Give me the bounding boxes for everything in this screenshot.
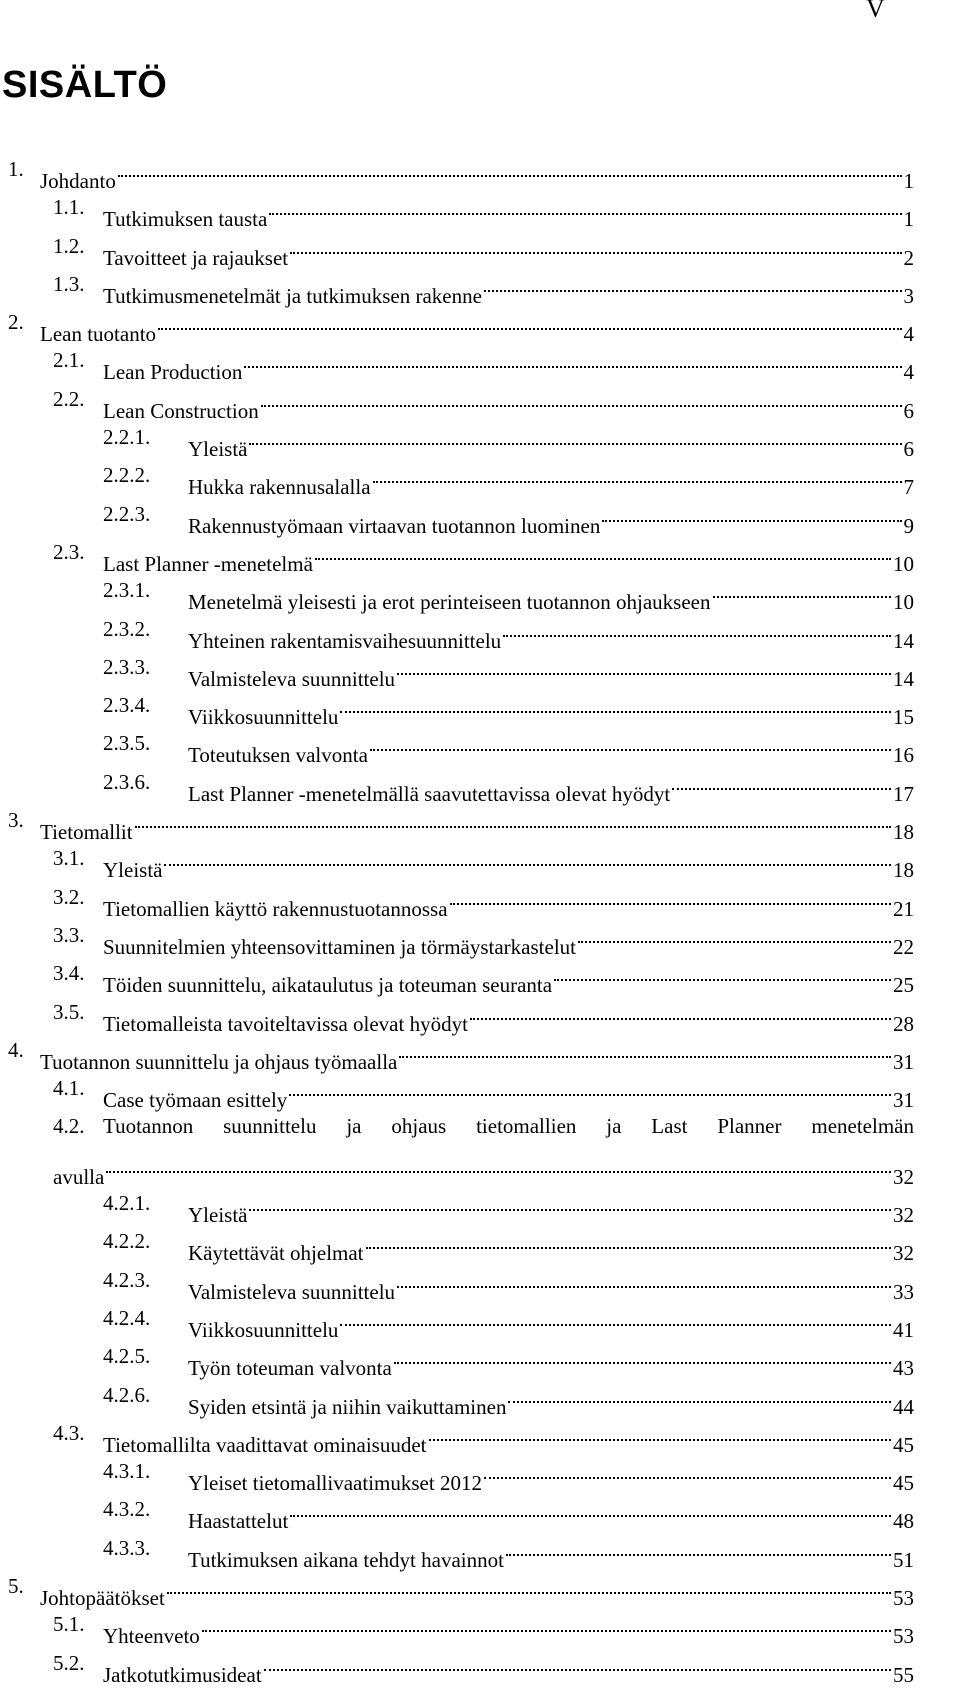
toc-entry-number: 4.2.1. [103,1191,151,1216]
toc-entry-number: 4.3.3. [103,1535,151,1560]
toc-entry-page: 21 [893,896,914,921]
toc-entry-title: Lean Construction [103,398,259,423]
toc-entry[interactable] [0,1414,960,1457]
toc-entry-title: Töiden suunnittelu, aikataulutus ja toteuman seuranta [103,973,553,998]
toc-entry[interactable] [0,878,960,921]
dot-leader [289,1069,891,1107]
toc-entry-number: 4.2. [53,1114,85,1139]
toc-entry[interactable] [0,610,960,653]
toc-entry-number: 3.3. [53,922,85,947]
toc-heading: SISÄLTÖ [2,64,168,106]
dot-leader [484,265,902,303]
toc-entry-page: 7 [903,475,914,500]
toc-entry[interactable] [0,839,960,883]
toc-entry[interactable] [0,1069,960,1113]
toc-entry-page: 17 [893,781,914,806]
toc-entry[interactable] [0,533,960,576]
toc-entry[interactable] [0,265,960,308]
toc-entry[interactable] [0,418,960,462]
toc-entry-title: Yhteenveto [103,1624,200,1649]
toc-entry[interactable] [0,1605,960,1649]
dot-leader [249,1184,891,1222]
dot-leader [397,1261,891,1299]
toc-entry-number: 5.2. [53,1650,85,1675]
toc-entry-title: Valmisteleva suunnittelu [188,666,396,691]
toc-entry-page: 32 [893,1241,914,1266]
toc-entry-title: Yleistä [188,437,248,462]
toc-entry-number: 4.3.1. [103,1459,151,1484]
toc-entry-page: 14 [893,628,914,653]
toc-entry-page: 4 [903,360,914,385]
toc-entry[interactable] [0,341,960,385]
toc-entry-number: 2.3.5. [103,731,151,756]
toc-entry[interactable] [0,1376,960,1419]
dot-leader [394,1337,891,1375]
toc-entry-title: Viikkosuunnittelu [188,705,339,730]
dot-leader [508,1376,891,1414]
toc-entry-title: Tietomallilta vaadittavat ominaisuudet [103,1432,427,1457]
toc-entry-page: 22 [893,934,914,959]
toc-entry-page: 32 [893,1164,914,1189]
toc-entry-title: Last Planner -menetelmällä saavutettavissa olevat hyödyt [188,781,671,806]
toc-entry[interactable] [0,648,960,691]
dot-leader [261,380,902,418]
table-of-contents [0,150,960,1687]
toc-entry-title: Käytettävät ohjelmat [188,1241,364,1266]
toc-entry-page: 53 [893,1585,914,1610]
toc-entry-page: 31 [893,1088,914,1113]
toc-entry-number: 3.2. [53,884,85,909]
dot-leader [135,801,891,839]
toc-entry[interactable] [0,763,960,806]
toc-entry[interactable] [0,495,960,538]
toc-entry-page: 48 [893,1509,914,1534]
toc-entry-title: Rakennustyömaan virtaavan tuotannon luominen [188,513,601,538]
toc-entry-page: 51 [893,1547,914,1572]
toc-entry-number: 4.3.2. [103,1497,151,1522]
toc-entry-wrapped[interactable] [0,1107,960,1145]
toc-entry-number: 2.3.2. [103,616,151,641]
toc-entry-number: 2.3. [53,539,85,564]
dot-leader [290,1490,891,1528]
toc-entry-page: 45 [893,1471,914,1496]
toc-entry-number: 4.2.3. [103,1267,151,1292]
toc-entry-title: Johdanto [40,169,116,193]
toc-entry-page: 44 [893,1394,914,1419]
toc-entry-number: 2.2. [53,386,85,411]
dot-leader [450,878,891,916]
toc-entry-number: 5. [8,1573,24,1598]
toc-entry-title: Yleistä [188,1203,248,1228]
toc-entry-page: 9 [903,513,914,538]
toc-entry-number: 5.1. [53,1612,85,1637]
toc-entry[interactable] [0,1490,960,1534]
toc-entry-page: 10 [893,551,914,576]
toc-entry-title: Työn toteuman valvonta [188,1356,392,1381]
toc-entry-title: Suunnitelmien yhteensovittaminen ja törmäystarkastelut [103,934,576,959]
toc-entry-page: 18 [893,820,914,845]
toc-entry-number: 2. [8,310,24,335]
toc-entry-title: Lean Production [103,360,243,385]
toc-entry[interactable] [0,380,960,423]
dot-leader [106,1146,891,1184]
toc-entry-title: Jatkotutkimusideat [103,1662,262,1687]
toc-entry[interactable] [0,303,960,347]
toc-entry-number: 4.1. [53,1076,85,1101]
dot-leader [264,1644,891,1682]
toc-entry-number: 1. [8,157,24,181]
toc-entry[interactable] [0,571,960,615]
toc-entry-title: Valmisteleva suunnittelu [188,1279,396,1304]
toc-entry-title: Tutkimusmenetelmät ja tutkimuksen rakenne [103,283,482,308]
toc-entry-title-line2: avulla [53,1164,105,1189]
toc-entry-number: 1.2. [53,233,85,258]
toc-entry-number: 4.2.2. [103,1229,151,1254]
toc-entry-number: 4. [8,1037,24,1062]
toc-entry[interactable] [0,1567,960,1610]
toc-entry-number: 4.2.4. [103,1305,151,1330]
toc-entry-page: 28 [893,1011,914,1036]
toc-entry-title: Viikkosuunnittelu [188,1317,339,1342]
dot-leader [554,954,891,992]
toc-entry[interactable] [0,1222,960,1266]
dot-leader [158,303,901,341]
toc-entry[interactable] [0,188,960,232]
toc-entry-page: 41 [893,1317,914,1342]
dot-leader [503,610,891,648]
dot-leader [373,456,902,494]
toc-entry-number: 1.3. [53,271,85,296]
toc-entry-page: 25 [893,973,914,998]
toc-entry-page: 31 [893,1049,914,1074]
toc-entry-number: 2.2.2. [103,463,151,488]
dot-leader [397,648,891,686]
dot-leader [118,150,902,188]
toc-entry-page: 3 [903,283,914,308]
toc-entry-number: 3.4. [53,961,85,986]
toc-entry[interactable] [0,150,960,193]
toc-entry-page: 1 [903,169,914,193]
toc-entry[interactable] [0,916,960,959]
dot-leader [399,1031,891,1069]
toc-entry[interactable] [0,686,960,730]
toc-entry[interactable] [0,1299,960,1342]
toc-entry-number: 2.3.1. [103,578,151,603]
toc-entry-number: 1.1. [53,195,85,220]
dot-leader [290,227,901,265]
dot-leader [429,1414,891,1452]
dot-leader [315,533,891,571]
dot-leader [244,341,901,379]
toc-entry[interactable] [0,1337,960,1381]
toc-entry[interactable] [0,1261,960,1304]
dot-leader [249,418,901,456]
dot-leader [672,763,891,801]
dot-leader [602,495,901,533]
toc-entry[interactable] [0,1529,960,1572]
dot-leader [340,686,891,724]
toc-entry-page: 10 [893,590,914,615]
toc-entry-title: Tietomallit [40,820,133,845]
dot-leader [484,1452,891,1490]
toc-entry-continuation[interactable] [0,1146,960,1189]
toc-entry[interactable] [0,993,960,1036]
toc-entry-title: Tietomallien käyttö rakennustuotannossa [103,896,448,921]
dot-leader [506,1529,891,1567]
dot-leader [202,1605,891,1643]
toc-entry-title: Tutkimuksen tausta [103,207,268,232]
dot-leader [578,916,891,954]
dot-leader [167,1567,891,1605]
toc-entry-number: 2.2.3. [103,501,151,526]
roman-page-number: V [866,0,885,23]
toc-entry[interactable] [0,1452,960,1496]
toc-entry-number: 4.2.5. [103,1344,151,1369]
toc-entry-page: 53 [893,1624,914,1649]
toc-entry-title: Tietomalleista tavoiteltavissa olevat hyödyt [103,1011,468,1036]
toc-entry-title-text: Tuotannon suunnittelu ja ohjaus tietomallien ja Last Planner menetelmän [103,1114,914,1139]
toc-entry[interactable] [0,724,960,768]
toc-entry-title: Hukka rakennusalalla [188,475,371,500]
toc-entry-page: 4 [903,322,914,347]
toc-entry-number: 4.2.6. [103,1382,151,1407]
toc-entry-page: 45 [893,1432,914,1457]
toc-entry-title-line1 [103,1107,914,1145]
toc-entry-page: 14 [893,666,914,691]
toc-entry-number: 2.3.3. [103,654,151,679]
toc-entry-title: Johtopäätökset [40,1585,165,1610]
toc-entry-title: Tutkimuksen aikana tehdyt havainnot [188,1547,504,1572]
toc-entry-title: Case työmaan esittely [103,1088,288,1113]
toc-entry-title: Yleiset tietomallivaatimukset 2012 [188,1471,482,1496]
toc-entry-page: 2 [903,245,914,270]
dot-leader [713,571,892,609]
toc-entry[interactable] [0,456,960,500]
toc-entry[interactable] [0,1644,960,1687]
toc-entry-title: Last Planner -menetelmä [103,551,313,576]
toc-entry-page: 43 [893,1356,914,1381]
toc-entry[interactable] [0,801,960,845]
toc-entry-title: Toteutuksen valvonta [188,743,368,768]
toc-entry-page: 15 [893,705,914,730]
toc-entry-number: 2.3.4. [103,693,151,718]
toc-entry-number: 2.1. [53,348,85,373]
toc-entry[interactable] [0,1184,960,1228]
toc-entry-title: Yhteinen rakentamisvaihesuunnittelu [188,628,502,653]
toc-entry-page: 18 [893,858,914,883]
dot-leader [164,839,891,877]
toc-entry-page: 6 [903,398,914,423]
dot-leader [366,1222,891,1260]
toc-entry-page: 16 [893,743,914,768]
toc-entry[interactable] [0,954,960,998]
toc-entry-title: Menetelmä yleisesti ja erot perinteiseen tuotannon ohjaukseen [188,590,711,615]
toc-entry-number: 3.1. [53,846,85,871]
toc-entry-title: Yleistä [103,858,163,883]
toc-entry[interactable] [0,1031,960,1074]
toc-entry-number: 2.2.1. [103,425,151,450]
toc-entry-number: 3.5. [53,999,85,1024]
dot-leader [340,1299,891,1337]
toc-entry-page: 55 [893,1662,914,1687]
toc-entry-page: 32 [893,1203,914,1228]
dot-leader [370,724,891,762]
toc-entry[interactable] [0,227,960,270]
dot-leader [269,188,901,226]
toc-entry-title: Syiden etsintä ja niihin vaikuttaminen [188,1394,507,1419]
toc-entry-title: Haastattelut [188,1509,289,1534]
toc-entry-page: 33 [893,1279,914,1304]
toc-entry-number: 4.3. [53,1420,85,1445]
toc-entry-title: Tuotannon suunnittelu ja ohjaus työmaalla [40,1049,398,1074]
toc-entry-title: Lean tuotanto [40,322,157,347]
toc-entry-number: 2.3.6. [103,769,151,794]
toc-entry-page: 6 [903,437,914,462]
toc-entry-title: Tavoitteet ja rajaukset [103,245,289,270]
toc-entry-number: 3. [8,808,24,833]
toc-entry-page: 1 [903,207,914,232]
dot-leader [470,993,891,1031]
